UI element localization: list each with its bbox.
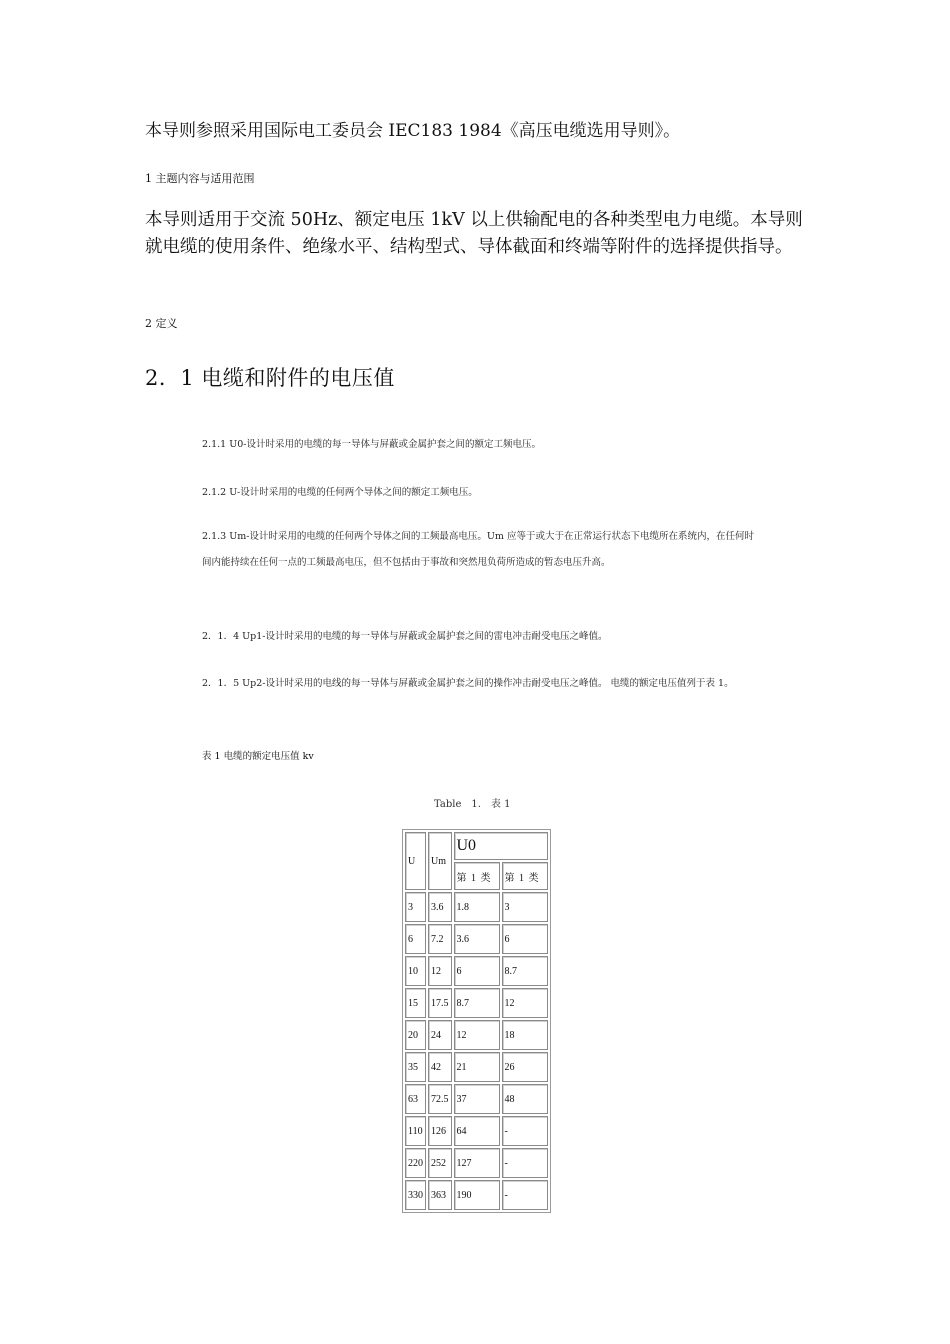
cell-um: 72.5	[428, 1084, 452, 1114]
cell-um: 12	[428, 956, 452, 986]
table-row	[405, 988, 548, 1018]
cell-u0-class1: 127	[454, 1148, 500, 1178]
table-caption: Table 1. 表 1	[434, 799, 511, 810]
cell-u: 20	[405, 1020, 426, 1050]
cell-u0-class1: 190	[454, 1180, 500, 1210]
definition-item-um: 2.1.3 Um-设计时采用的电缆的任何两个导体之间的工频最高电压。Um 应等于或大于在正常运行状态下电缆所在系统内，在任何时间内能持续在任何一点的工频最高电压，但不包括由于事故和突然甩负荷所造成的暂态电压升高。	[202, 531, 754, 568]
section2-heading: 2 定义	[145, 317, 178, 330]
cell-um: 252	[428, 1148, 452, 1178]
cell-um: 363	[428, 1180, 452, 1210]
cell-um: 17.5	[428, 988, 452, 1018]
definition-item-u: 2.1.2 U-设计时采用的电缆的任何两个导体之间的额定工频电压。	[202, 487, 478, 498]
table-row	[405, 1116, 548, 1146]
cell-u0-class2: -	[502, 1180, 548, 1210]
definition-item-up1: 2．1．4 Up1-设计时采用的电缆的每一导体与屏蔽或金属护套之间的雷电冲击耐受电压之峰值。	[202, 631, 608, 642]
cell-um: 42	[428, 1052, 452, 1082]
cell-u0-class1: 37	[454, 1084, 500, 1114]
cell-u0-class2: 6	[502, 924, 548, 954]
cell-u0-class1: 12	[454, 1020, 500, 1050]
cell-u: 6	[405, 924, 426, 954]
table-row	[405, 1052, 548, 1082]
cell-u: 330	[405, 1180, 426, 1210]
cell-u0-class2: 8.7	[502, 956, 548, 986]
definition-item-u0: 2.1.1 U0-设计时采用的电缆的每一导体与屏蔽或金属护套之间的额定工频电压。	[202, 439, 541, 450]
table-row	[405, 1148, 548, 1178]
cell-u0-class2: -	[502, 1148, 548, 1178]
table-body	[405, 892, 548, 1210]
cell-u0-class2: 48	[502, 1084, 548, 1114]
table-row	[405, 924, 548, 954]
table-row	[405, 956, 548, 986]
cell-u: 3	[405, 892, 426, 922]
column-header-u0: U0	[454, 832, 548, 860]
cell-u0-class1: 3.6	[454, 924, 500, 954]
cell-um: 126	[428, 1116, 452, 1146]
column-header-um: Um	[428, 832, 452, 890]
sub-column-header-1: 第 1 类	[454, 862, 500, 890]
cell-u0-class2: 3	[502, 892, 548, 922]
table-row	[405, 892, 548, 922]
cell-u: 35	[405, 1052, 426, 1082]
cell-u: 15	[405, 988, 426, 1018]
table-row	[405, 1020, 548, 1050]
cell-u: 220	[405, 1148, 426, 1178]
cell-u0-class2: -	[502, 1116, 548, 1146]
cell-u0-class1: 8.7	[454, 988, 500, 1018]
table-title: 表 1 电缆的额定电压值 kv	[202, 751, 314, 762]
cell-u0-class2: 26	[502, 1052, 548, 1082]
cell-u0-class2: 12	[502, 988, 548, 1018]
cell-u: 63	[405, 1084, 426, 1114]
definition-item-up2: 2．1．5 Up2-设计时采用的电线的每一导体与屏蔽或金属护套之间的操作冲击耐受电压之峰值。 电缆的额定电压值列于表 1。	[202, 678, 734, 689]
cell-u: 10	[405, 956, 426, 986]
section1-paragraph: 本导则适用于交流 50Hz、额定电压 1kV 以上供输配电的各种类型电力电缆。本导则就电缆的使用条件、绝缘水平、结构型式、导体截面和终端等附件的选择提供指导。	[145, 210, 803, 257]
intro-text: 本导则参照采用国际电工委员会 IEC183 1984《高压电缆选用导则》。	[145, 121, 681, 141]
sub-column-header-2: 第 1 类	[502, 862, 548, 890]
cell-um: 3.6	[428, 892, 452, 922]
cell-u0-class2: 18	[502, 1020, 548, 1050]
cell-u: 110	[405, 1116, 426, 1146]
table-row	[405, 1180, 548, 1210]
cell-um: 24	[428, 1020, 452, 1050]
cell-u0-class1: 6	[454, 956, 500, 986]
table-row	[405, 1084, 548, 1114]
cell-u0-class1: 1.8	[454, 892, 500, 922]
subsection-heading: 2．1 电缆和附件的电压值	[145, 366, 395, 390]
cell-um: 7.2	[428, 924, 452, 954]
section1-heading: 1 主题内容与适用范围	[145, 172, 255, 185]
cell-u0-class1: 21	[454, 1052, 500, 1082]
voltage-table	[402, 829, 551, 1213]
cell-u0-class1: 64	[454, 1116, 500, 1146]
column-header-u: U	[405, 832, 426, 890]
